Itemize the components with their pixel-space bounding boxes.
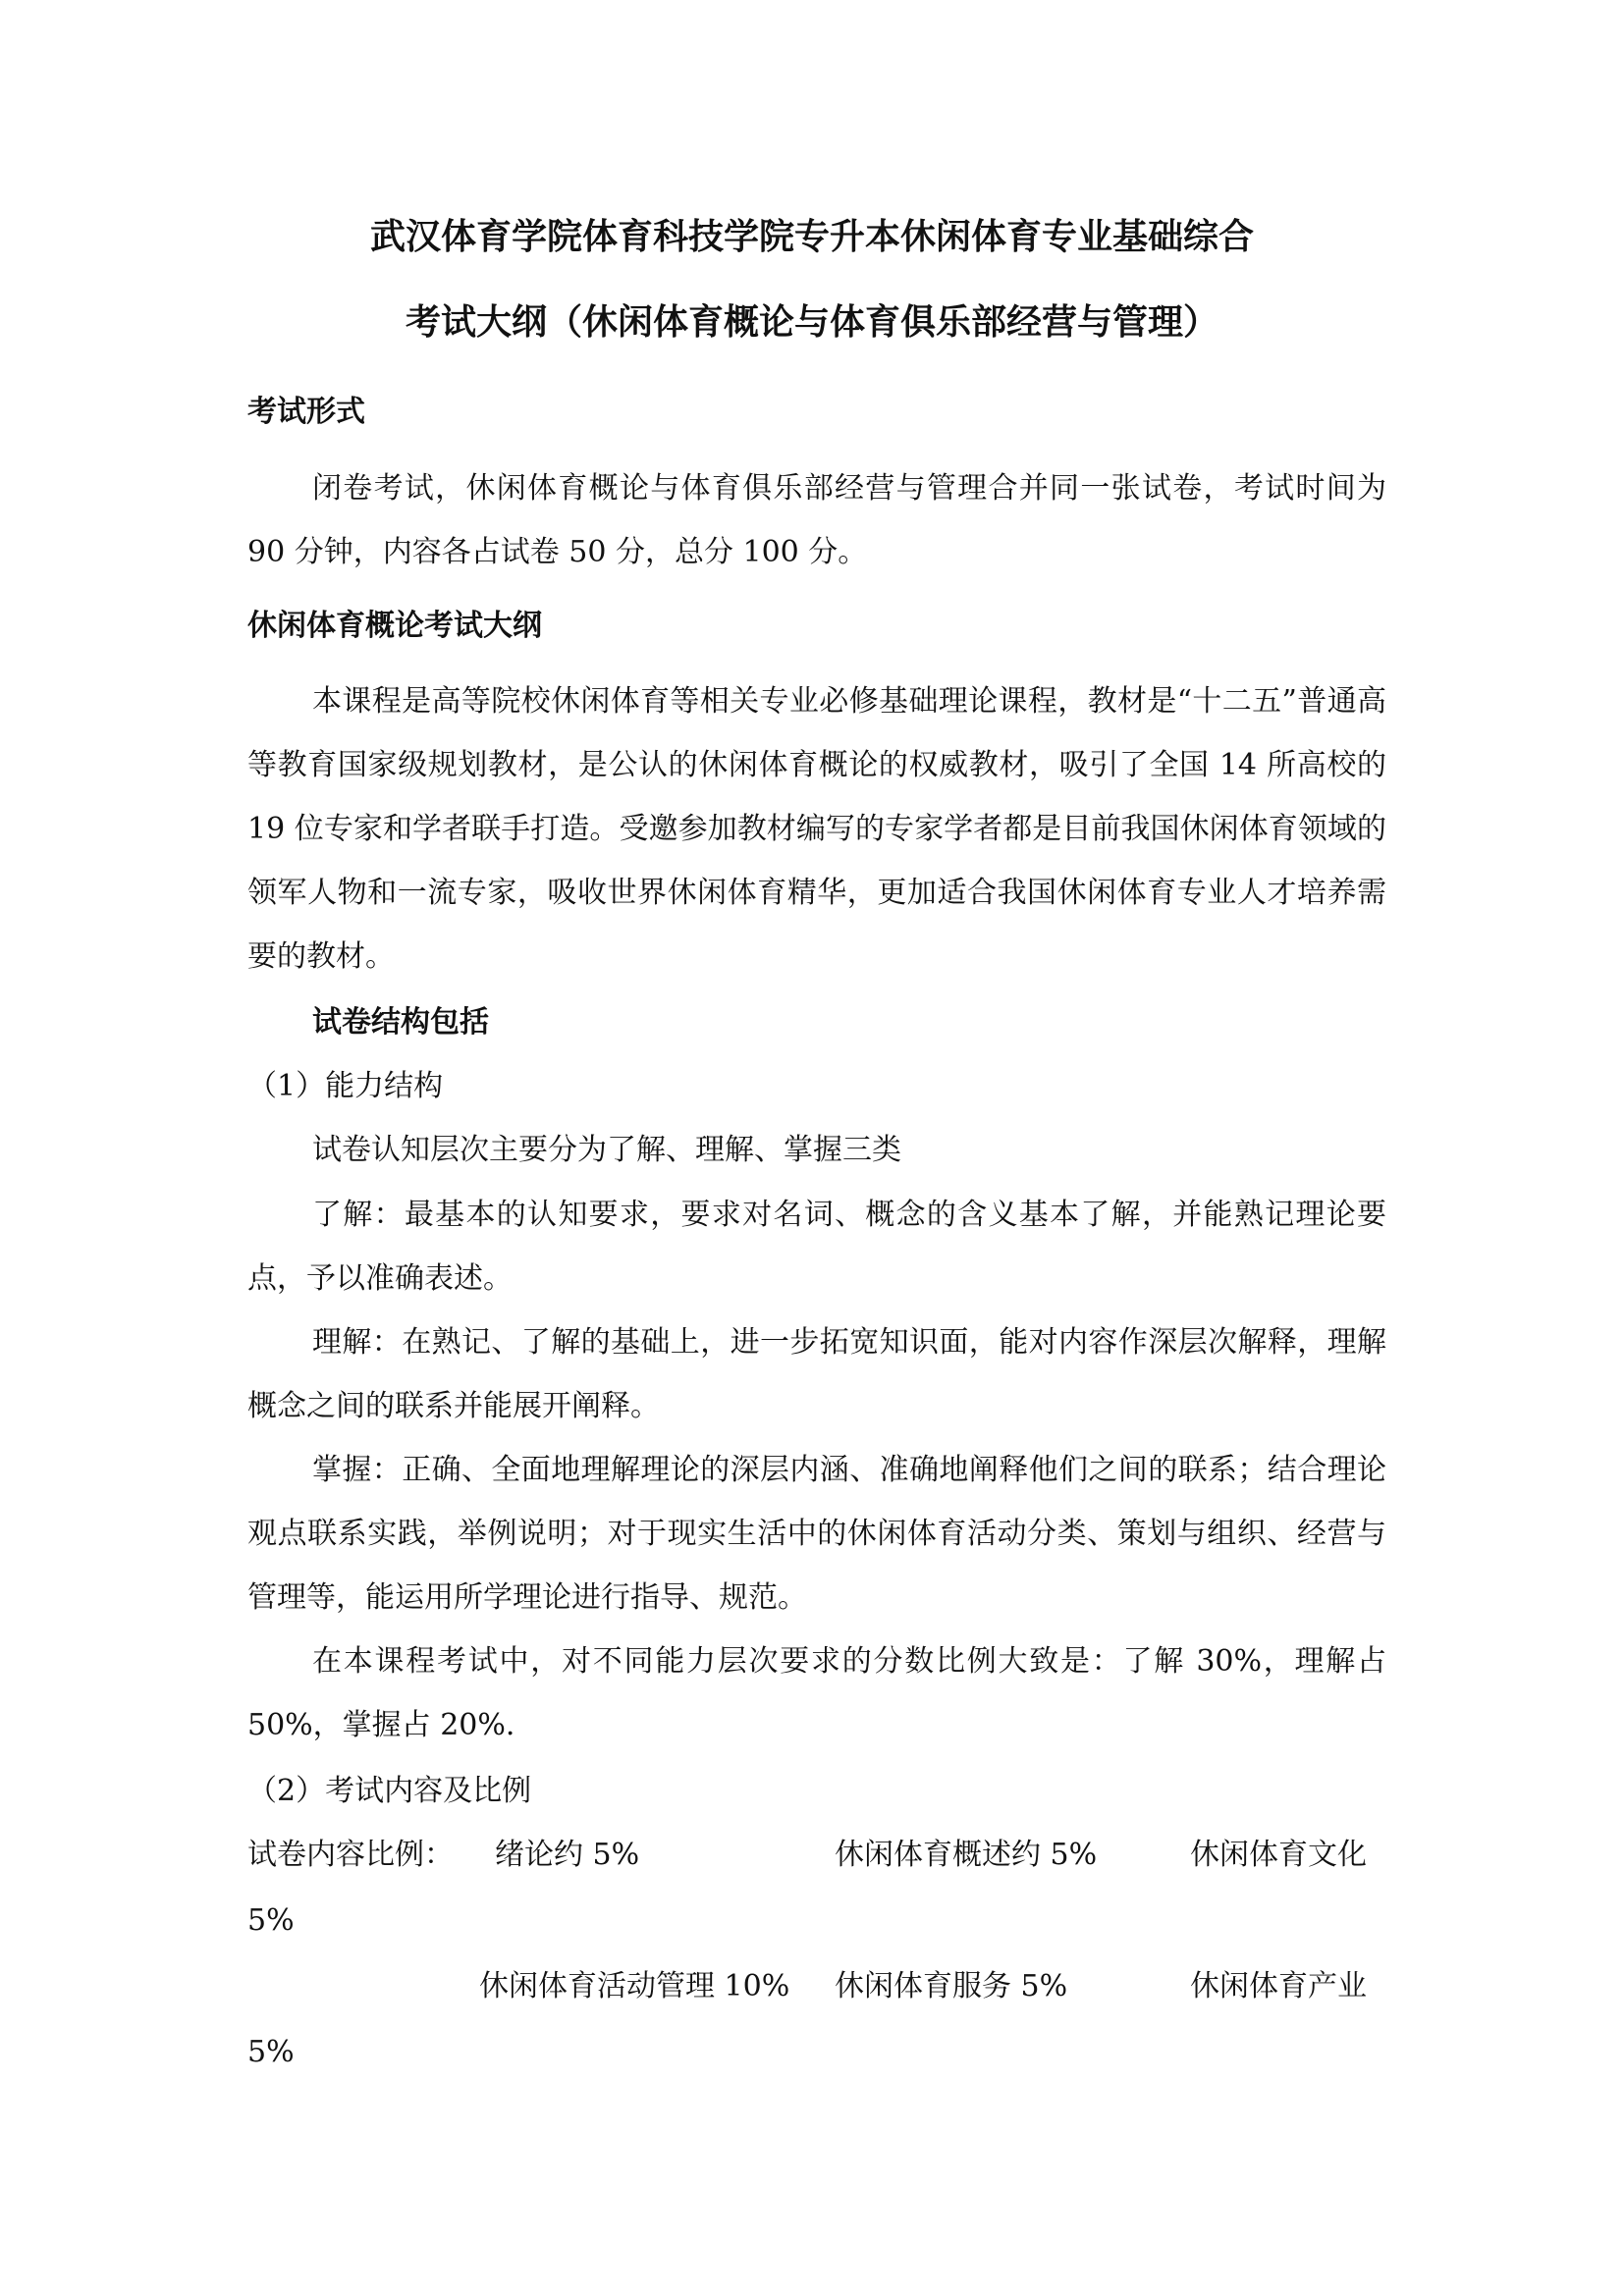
content-item: 休闲体育活动管理 10% — [479, 1969, 790, 2003]
content-item: 休闲体育服务 5% — [835, 1969, 1068, 2003]
outline-intro-paragraph: 本课程是高等院校休闲体育等相关专业必修基础理论课程，教材是“十二五”普通高等教育国家级规划教材，是公认的休闲体育概论的权威教材，吸引了全国 14 所高校的 19 位专家和学者联手打造。受邀参加教材编写的专家学者都是目前我国休闲体育领域的领军人物和一流专家，吸收世界休闲体育精华，更加适合我国休闲体育专业人才培养需要的教材。 — [247, 684, 1386, 974]
ability-intro: 试卷认知层次主要分为了解、理解、掌握三类 — [312, 1133, 901, 1167]
master-paragraph: 掌握：正确、全面地理解理论的深层内涵、准确地阐释他们之间的联系；结合理论观点联系实践，举例说明；对于现实生活中的休闲体育活动分类、策划与组织、经营与管理等，能运用所学理论进行指导、规范。 — [247, 1453, 1386, 1615]
content-item: 5% — [247, 2035, 295, 2069]
comprehend-paragraph: 理解：在熟记、了解的基础上，进一步拓宽知识面，能对内容作深层次解释，理解概念之间的联系并能展开阐释。 — [247, 1325, 1386, 1423]
section-heading-outline: 休闲体育概论考试大纲 — [247, 609, 542, 643]
content-item: 休闲体育产业 — [1190, 1969, 1367, 2003]
document-title-line-1: 武汉体育学院体育科技学院专升本休闲体育专业基础综合 — [369, 217, 1254, 257]
understand-basic-paragraph: 了解：最基本的认知要求，要求对名词、概念的含义基本了解，并能熟记理论要点，予以准确表述。 — [247, 1198, 1386, 1296]
ratio-paragraph: 在本课程考试中，对不同能力层次要求的分数比例大致是：了解 30%，理解占 50%，掌握占 20%. — [247, 1644, 1386, 1742]
content-item: 绪论约 5% — [495, 1838, 640, 1872]
content-item: 休闲体育文化 — [1190, 1838, 1367, 1872]
content-item: 休闲体育概述约 5% — [835, 1838, 1098, 1872]
content-item: 5% — [247, 1903, 295, 1938]
content-heading: （2）考试内容及比例 — [247, 1774, 532, 1808]
section-heading-exam-form: 考试形式 — [247, 395, 365, 429]
content-ratio-label: 试卷内容比例： — [247, 1838, 454, 1872]
document-title-line-2: 考试大纲（休闲体育概论与体育俱乐部经营与管理） — [405, 302, 1218, 343]
ability-heading: （1）能力结构 — [247, 1069, 444, 1103]
structure-heading: 试卷结构包括 — [312, 1005, 489, 1040]
exam-form-paragraph: 闭卷考试，休闲体育概论与体育俱乐部经营与管理合并同一张试卷，考试时间为 90 分钟，内容各占试卷 50 分，总分 100 分。 — [247, 471, 1386, 569]
